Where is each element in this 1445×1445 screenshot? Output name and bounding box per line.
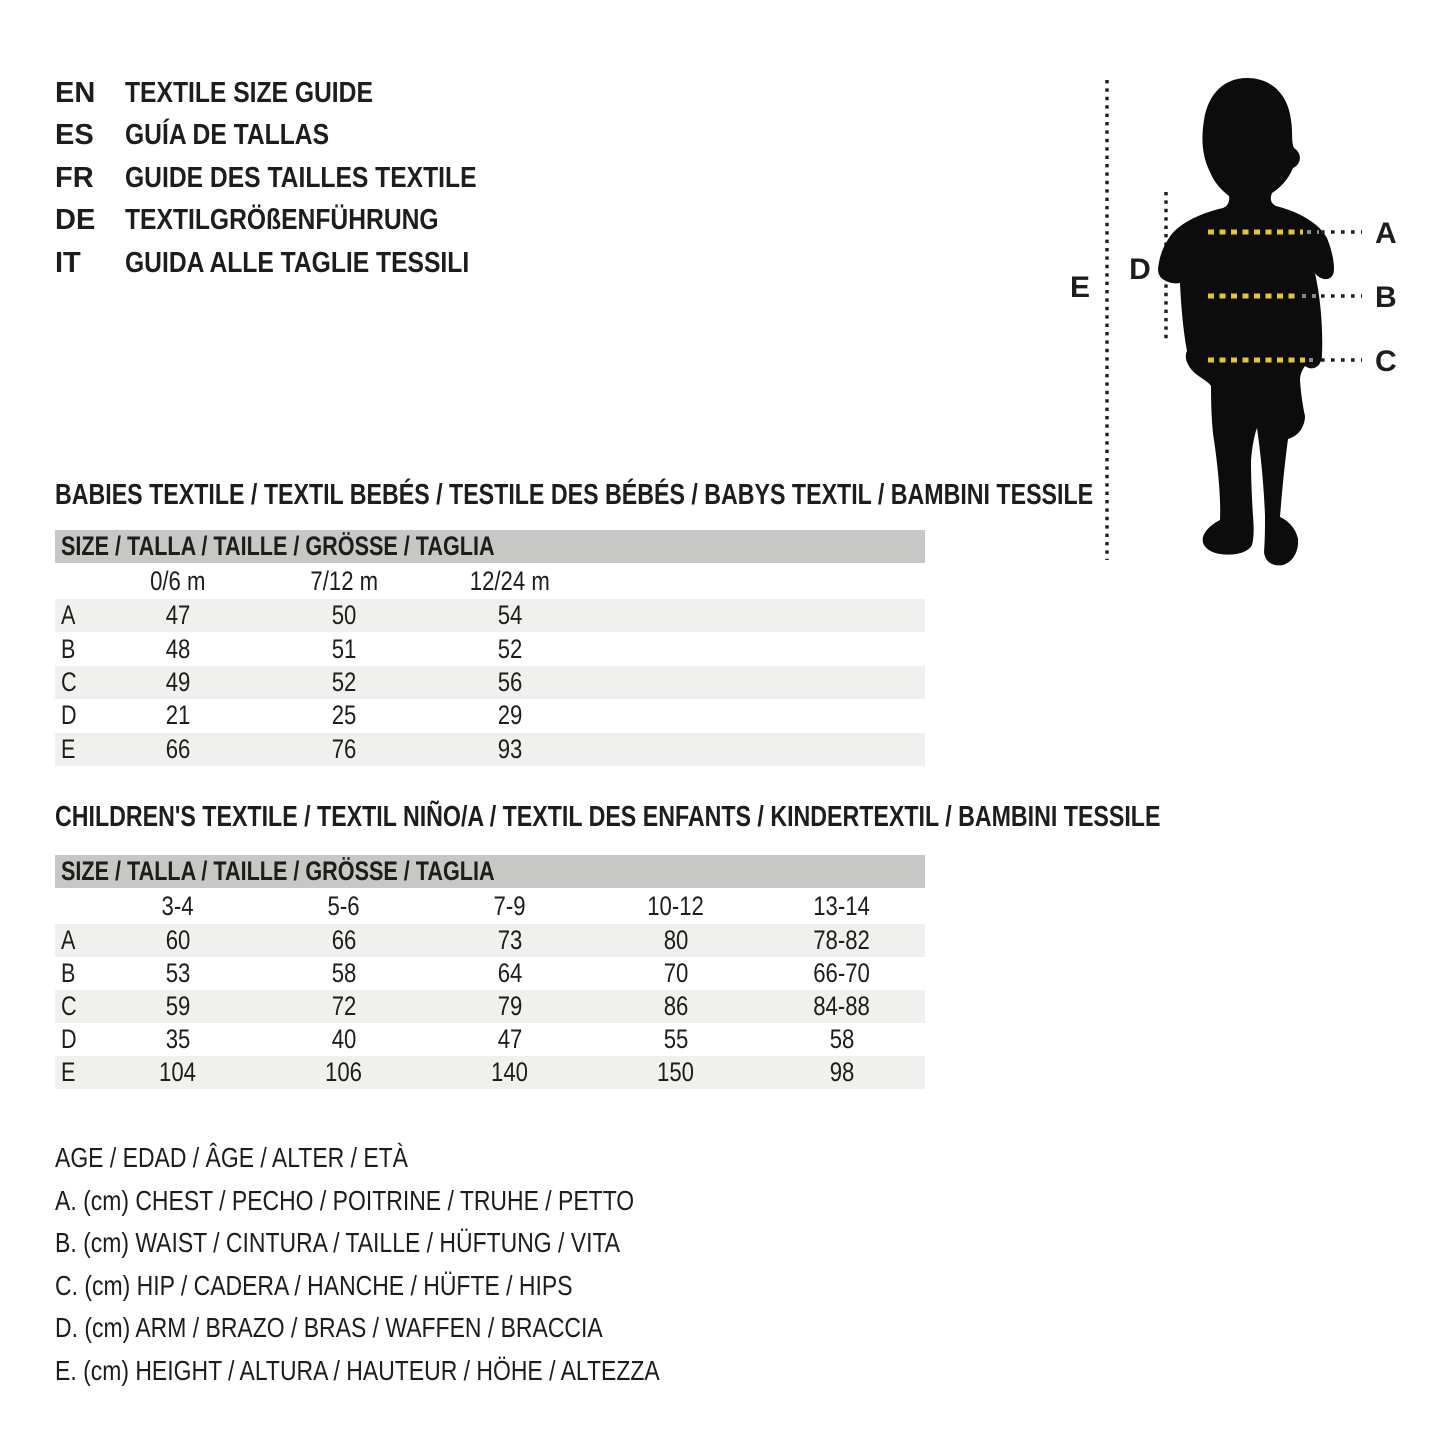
- legend-height: E. (cm) HEIGHT / ALTURA / HAUTEUR / HÖHE / ALTEZZA: [55, 1354, 660, 1386]
- column-header: 12/24 m: [469, 565, 551, 596]
- legend-hip: C. (cm) HIP / CADERA / HANCHE / HÜFTE / HIPS: [55, 1269, 573, 1301]
- measurement-figure: [1025, 55, 1445, 615]
- guide-title-it: GUIDA ALLE TAGLIE TESSILI: [125, 246, 470, 279]
- cell-value: 47: [497, 1024, 523, 1054]
- column-header: 0/6 m: [150, 565, 206, 596]
- cell-value: 79: [497, 991, 523, 1021]
- cell-value: 66: [165, 733, 191, 764]
- guide-title-es: GUÍA DE TALLAS: [125, 119, 330, 152]
- measurement-legend: [55, 1137, 792, 1393]
- cell-value: 53: [165, 958, 191, 988]
- table-row-a: [55, 924, 925, 957]
- cell-value: 58: [331, 958, 357, 988]
- guide-title-en: TEXTILE SIZE GUIDE: [125, 76, 373, 109]
- lang-row-es: [55, 115, 539, 158]
- cell-value: 72: [331, 991, 357, 1021]
- cell-value: 78-82: [813, 925, 871, 955]
- column-header: 7-9: [493, 890, 527, 921]
- cell-value: 48: [165, 633, 191, 664]
- table-row-a: [55, 599, 925, 632]
- cell-value: 104: [159, 1057, 197, 1087]
- column-header: 5-6: [327, 890, 361, 921]
- legend-age: AGE / EDAD / ÂGE / ALTER / ETÀ: [55, 1142, 409, 1173]
- lang-code: FR: [55, 161, 94, 194]
- row-label: B: [61, 958, 76, 988]
- lang-row-it: [55, 242, 539, 285]
- children-size-table: [55, 855, 925, 1089]
- cell-value: 64: [497, 958, 523, 988]
- cell-value: 98: [829, 1057, 855, 1087]
- cell-value: 106: [325, 1057, 363, 1087]
- cell-value: 51: [331, 633, 357, 664]
- cell-value: 25: [331, 700, 357, 731]
- figure-label-a: A: [1375, 217, 1397, 250]
- child-silhouette-diagram: [1025, 55, 1445, 615]
- cell-value: 150: [657, 1057, 695, 1087]
- cell-value: 93: [497, 733, 523, 764]
- column-header: 3-4: [161, 890, 195, 921]
- lang-row-fr: [55, 157, 539, 200]
- lang-code: DE: [55, 204, 96, 237]
- cell-value: 86: [663, 991, 689, 1021]
- legend-arm: D. (cm) ARM / BRAZO / BRAS / WAFFEN / BRACCIA: [55, 1312, 603, 1344]
- cell-value: 80: [663, 925, 689, 955]
- cell-value: 76: [331, 733, 357, 764]
- cell-value: 59: [165, 991, 191, 1021]
- cell-value: 50: [331, 600, 357, 631]
- cell-value: 29: [497, 700, 523, 731]
- row-label: A: [61, 600, 76, 631]
- figure-label-d: D: [1129, 253, 1151, 286]
- cell-value: 73: [497, 925, 523, 955]
- legend-waist: B. (cm) WAIST / CINTURA / TAILLE / HÜFTUNG / VITA: [55, 1227, 621, 1259]
- lang-row-de: [55, 200, 539, 243]
- cell-value: 47: [165, 600, 191, 631]
- babies-size-table: [55, 530, 925, 766]
- lang-code: IT: [55, 246, 81, 279]
- table-row-b: [55, 632, 925, 665]
- table-row-e: [55, 1056, 925, 1089]
- babies-section-title: BABIES TEXTILE / TEXTIL BEBÉS / TESTILE DES BÉBÉS / BABYS TEXTIL / BAMBINI TESSILE: [55, 479, 1094, 511]
- table-row-c: [55, 990, 925, 1023]
- table-row-d: [55, 699, 925, 732]
- cell-value: 66: [331, 925, 357, 955]
- cell-value: 49: [165, 666, 191, 697]
- guide-title-fr: GUIDE DES TAILLES TEXTILE: [125, 161, 477, 194]
- figure-label-e: E: [1069, 271, 1091, 304]
- table-row-e: [55, 733, 925, 766]
- row-label: A: [61, 925, 76, 955]
- children-size-header-bar: SIZE / TALLA / TAILLE / GRÖSSE / TAGLIA: [55, 855, 925, 888]
- row-label: C: [61, 991, 77, 1021]
- row-label: D: [61, 1024, 77, 1054]
- cell-value: 52: [331, 666, 357, 697]
- cell-value: 84-88: [813, 991, 871, 1021]
- children-column-headers: [55, 888, 925, 924]
- column-header: 7/12 m: [310, 565, 378, 596]
- row-label: D: [61, 700, 77, 731]
- lang-code: EN: [55, 76, 96, 109]
- figure-label-b: B: [1375, 281, 1397, 314]
- cell-value: 58: [829, 1024, 855, 1054]
- figure-label-c: C: [1375, 345, 1397, 378]
- row-label: C: [61, 666, 77, 697]
- cell-value: 54: [497, 600, 523, 631]
- table-row-c: [55, 666, 925, 699]
- cell-value: 40: [331, 1024, 357, 1054]
- babies-column-headers: [55, 563, 925, 599]
- language-title-block: [55, 72, 539, 285]
- row-label: E: [61, 1057, 76, 1087]
- cell-value: 60: [165, 925, 191, 955]
- cell-value: 66-70: [813, 958, 871, 988]
- row-label: E: [61, 733, 76, 764]
- column-header: 13-14: [813, 890, 871, 921]
- lang-code: ES: [55, 119, 94, 152]
- guide-title-de: TEXTILGRÖßENFÜHRUNG: [125, 204, 439, 237]
- table-row-b: [55, 957, 925, 990]
- table-row-d: [55, 1023, 925, 1056]
- cell-value: 55: [663, 1024, 689, 1054]
- cell-value: 35: [165, 1024, 191, 1054]
- cell-value: 52: [497, 633, 523, 664]
- cell-value: 70: [663, 958, 689, 988]
- children-section-title: CHILDREN'S TEXTILE / TEXTIL NIÑO/A / TEXTIL DES ENFANTS / KINDERTEXTIL / BAMBINI TESSILE: [55, 801, 1161, 833]
- cell-value: 56: [497, 666, 523, 697]
- column-header: 10-12: [647, 890, 705, 921]
- cell-value: 21: [165, 700, 191, 731]
- row-label: B: [61, 633, 76, 664]
- legend-chest: A. (cm) CHEST / PECHO / POITRINE / TRUHE / PETTO: [55, 1184, 635, 1216]
- cell-value: 140: [491, 1057, 529, 1087]
- lang-row-en: [55, 72, 539, 115]
- babies-size-header-bar: SIZE / TALLA / TAILLE / GRÖSSE / TAGLIA: [55, 530, 925, 563]
